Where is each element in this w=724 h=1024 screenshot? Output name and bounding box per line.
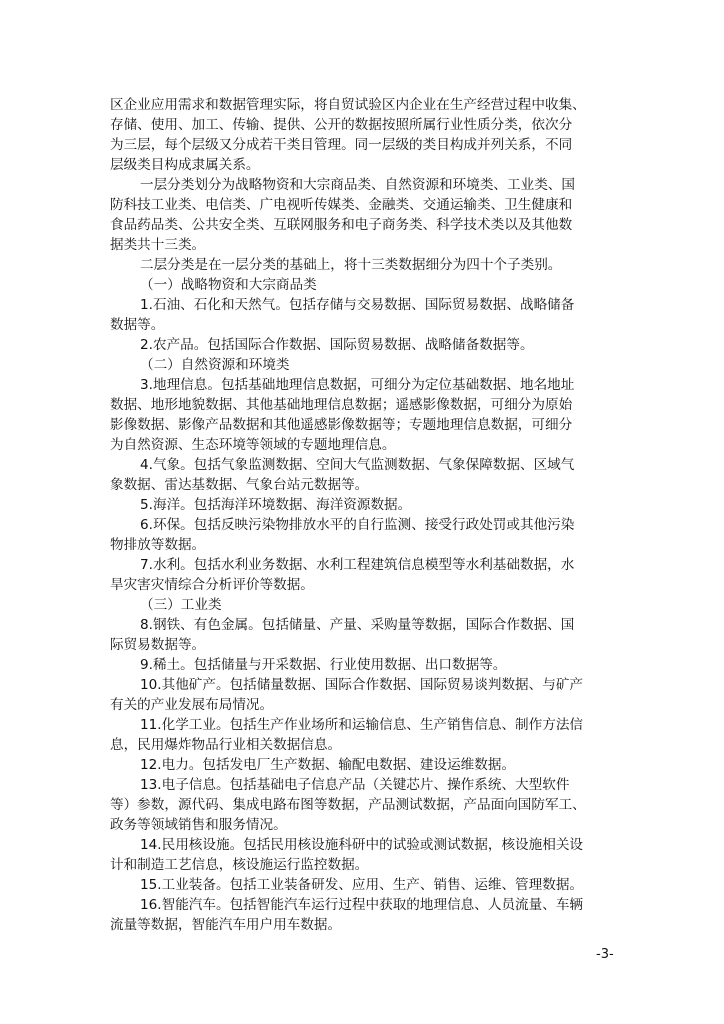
text-line: 有关的产业发展布局情况。 [110,697,274,713]
text-line: 9.稀土。包括储量与开采数据、行业使用数据、出口数据等。 [140,657,507,673]
text-line: 政务等领域销售和服务情况。 [110,817,287,833]
text-line: 区企业应用需求和数据管理实际，将自贸试验区内企业在生产经营过程中收集、 [110,97,586,113]
text-line: 13.电子信息。包括基础电子信息产品（关键芯片、操作系统、大型软件 [140,777,570,793]
page-number: -3- [596,947,614,962]
text-line: 10.其他矿产。包括储量数据、国际合作数据、国际贸易谈判数据、与矿产 [140,677,584,693]
text-line: 象数据、雷达基数据、气象台站元数据等。 [110,477,369,493]
text-line: 息，民用爆炸物品行业相关数据信息。 [110,737,342,753]
text-line: 为三层，每个层级又分成若干类目管理。同一层级的类目构成并列关系，不同 [110,137,573,153]
text-line: 旱灾害灾情综合分析评价等数据。 [110,577,314,593]
text-line: 二层分类是在一层分类的基础上，将十三类数据细分为四十个子类别。 [140,257,562,273]
text-line: 为自然资源、生态环境等领域的专题地理信息。 [110,437,396,453]
text-line: 防科技工业类、电信类、广电视听传媒类、金融类、交通运输类、卫生健康和 [110,197,573,213]
text-line: 5.海洋。包括海洋环境数据、海洋资源数据。 [140,497,412,513]
text-line: 物排放等数据。 [110,537,206,553]
text-line: （二）自然资源和环境类 [140,357,290,373]
text-line: 15.工业装备。包括工业装备研发、应用、生产、销售、运维、管理数据。 [140,877,584,893]
text-line: （一）战略物资和大宗商品类 [140,277,317,293]
text-line: 2.农产品。包括国际合作数据、国际贸易数据、战略储备数据等。 [140,337,534,353]
text-line: （三）工业类 [140,597,222,613]
text-line: 层级类目构成隶属关系。 [110,157,260,173]
text-line: 3.地理信息。包括基础地理信息数据，可细分为定位基础数据、地名地址 [140,377,575,393]
text-line: 流量等数据，智能汽车用户用车数据。 [110,917,342,933]
text-line: 等）参数，源代码、集成电路布图等数据，产品测试数据，产品面向国防军工、 [110,797,586,813]
text-line: 14.民用核设施。包括民用核设施科研中的试验或测试数据，核设施相关设 [140,837,584,853]
text-line: 际贸易数据等。 [110,637,206,653]
text-line: 食品药品类、公共安全类、互联网服务和电子商务类、科学技术类以及其他数 [110,217,573,233]
text-line: 计和制造工艺信息，核设施运行监控数据。 [110,857,369,873]
text-line: 数据等。 [110,317,165,333]
text-line: 8.钢铁、有色金属。包括储量、产量、采购量等数据，国际合作数据、国 [140,617,575,633]
text-line: 数据、地形地貌数据、其他基础地理信息数据；遥感影像数据，可细分为原始 [110,397,573,413]
text-line: 7.水利。包括水利业务数据、水利工程建筑信息模型等水利基础数据，水 [140,557,575,573]
text-line: 16.智能汽车。包括智能汽车运行过程中获取的地理信息、人员流量、车辆 [140,897,584,913]
text-line: 12.电力。包括发电厂生产数据、输配电数据、建设运维数据。 [140,757,516,773]
text-line: 存储、使用、加工、传输、提供、公开的数据按照所属行业性质分类，依次分 [110,117,573,133]
text-line: 据类共十三类。 [110,237,206,253]
document-body [110,95,620,935]
text-line: 11.化学工业。包括生产作业场所和运输信息、生产销售信息、制作方法信 [140,717,584,733]
text-line: 一层分类划分为战略物资和大宗商品类、自然资源和环境类、工业类、国 [140,177,575,193]
text-line: 1.石油、石化和天然气。包括存储与交易数据、国际贸易数据、战略储备 [140,297,575,313]
text-line: 影像数据、影像产品数据和其他遥感影像数据等；专题地理信息数据，可细分 [110,417,573,433]
text-line: 4.气象。包括气象监测数据、空间大气监测数据、气象保障数据、区域气 [140,457,575,473]
text-line: 6.环保。包括反映污染物排放水平的自行监测、接受行政处罚或其他污染 [140,517,575,533]
